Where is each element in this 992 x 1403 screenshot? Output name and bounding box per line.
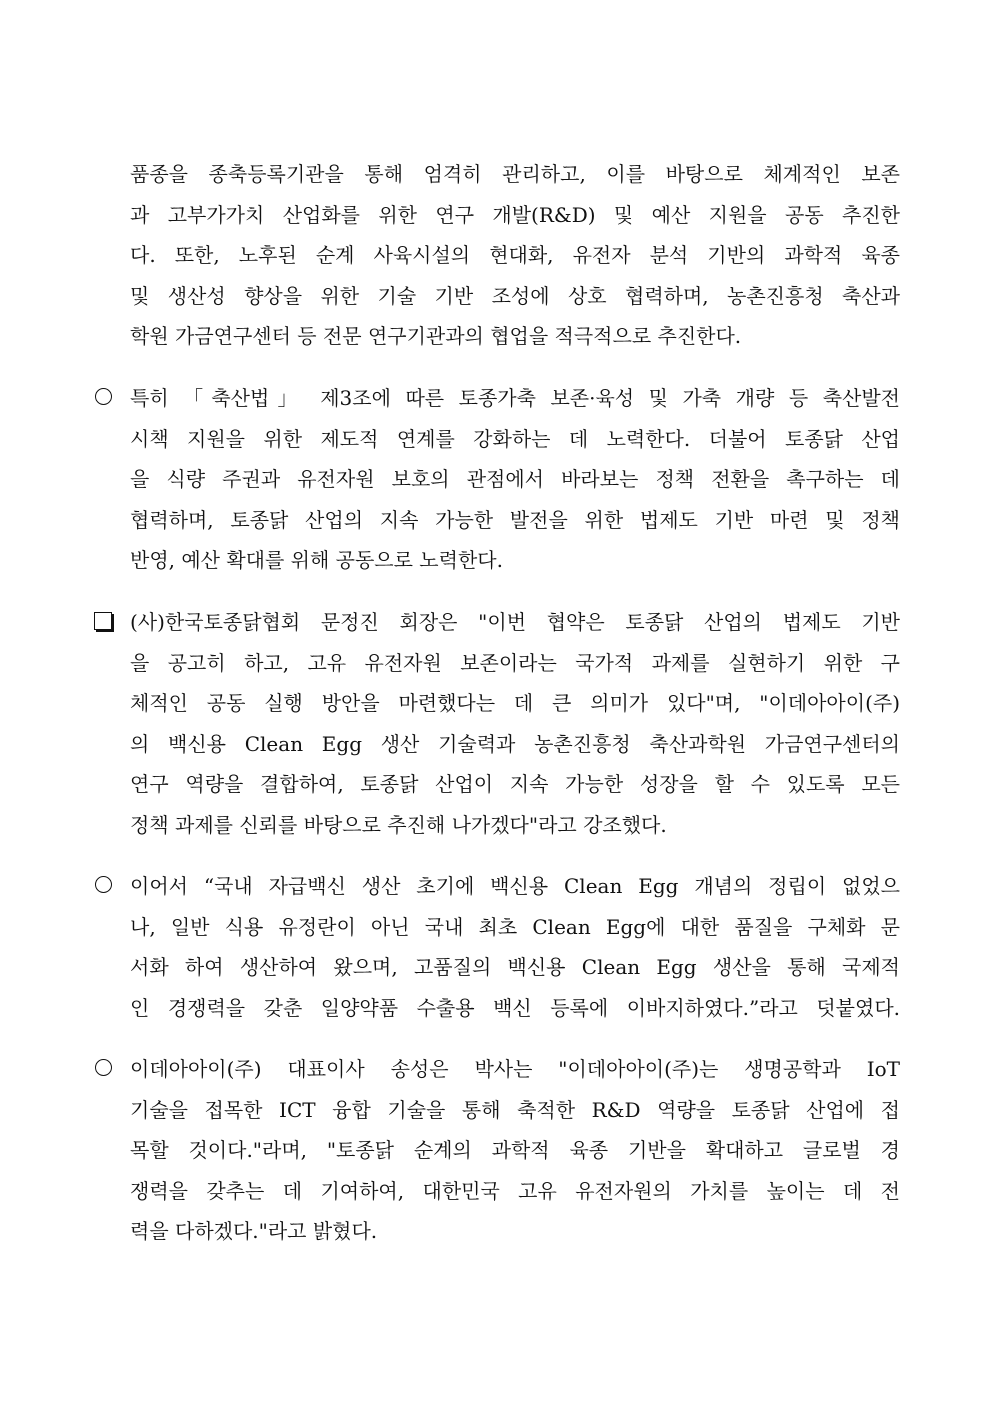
circle-bullet-icon bbox=[90, 1049, 130, 1089]
text-line: 쟁력을 갖추는 데 기여하여, 대한민국 고유 유전자원의 가치를 높이는 데 전 bbox=[130, 1178, 900, 1203]
text-line: 목할 것이다."라며, "토종닭 순계의 과학적 육종 기반을 확대하고 글로벌 경 bbox=[130, 1138, 900, 1163]
paragraph-lines bbox=[130, 378, 900, 581]
text-line: 나, 일반 식용 유정란이 아닌 국내 최초 Clean Egg에 대한 품질을 구체화 문 bbox=[130, 914, 900, 939]
paragraph-lines bbox=[130, 1049, 900, 1252]
text-line: 특히 「축산법」 제3조에 따른 토종가축 보존·육성 및 가축 개량 등 축산발전 bbox=[130, 386, 900, 410]
circle-bullet-icon bbox=[90, 866, 130, 906]
text-line: 체적인 공동 실행 방안을 마련했다는 데 큰 의미가 있다"며, "이데아아이(주) bbox=[130, 691, 900, 716]
text-line: 이데아아이(주) 대표이사 송성은 박사는 "이데아아이(주)는 생명공학과 IoT bbox=[130, 1057, 900, 1081]
text-line: 인 경쟁력을 갖춘 일양약품 수출용 백신 등록에 이바지하였다.”라고 덧붙였다. bbox=[130, 995, 900, 1020]
text-line: 기술을 접목한 ICT 융합 기술을 통해 축적한 R&D 역량을 토종닭 산업에 접 bbox=[130, 1097, 900, 1122]
text-line: 품종을 종축등록기관을 통해 엄격히 관리하고, 이를 바탕으로 체계적인 보존 bbox=[130, 162, 900, 186]
circle-bullet-icon bbox=[90, 378, 130, 418]
text-line: 학원 가금연구센터 등 전문 연구기관과의 협업을 적극적으로 추진한다. bbox=[130, 324, 742, 349]
text-line: 을 공고히 하고, 고유 유전자원 보존이라는 국가적 과제를 실현하기 위한 구 bbox=[130, 650, 900, 675]
text-line: (사)한국토종닭협회 문정진 회장은 "이번 협약은 토종닭 산업의 법제도 기반 bbox=[130, 610, 900, 634]
paragraph-lines bbox=[130, 602, 900, 846]
text-line: 다. 또한, 노후된 순계 사육시설의 현대화, 유전자 분석 기반의 과학적 육종 bbox=[130, 243, 900, 268]
text-line: 이어서 “국내 자급백신 생산 초기에 백신용 Clean Egg 개념의 정립이 없었으 bbox=[130, 874, 900, 898]
text-line: 협력하며, 토종닭 산업의 지속 가능한 발전을 위한 법제도 기반 마련 및 정책 bbox=[130, 507, 900, 532]
text-line: 정책 과제를 신뢰를 바탕으로 추진해 나가겠다"라고 강조했다. bbox=[130, 812, 667, 837]
square-bullet-icon bbox=[90, 602, 130, 642]
text-line: 을 식량 주권과 유전자원 보호의 관점에서 바라보는 정책 전환을 촉구하는 데 bbox=[130, 467, 900, 492]
text-line: 시책 지원을 위한 제도적 연계를 강화하는 데 노력한다. 더불어 토종닭 산업 bbox=[130, 426, 900, 451]
text-line: 의 백신용 Clean Egg 생산 기술력과 농촌진흥청 축산과학원 가금연구센터의 bbox=[130, 731, 900, 756]
paragraph-lines bbox=[130, 866, 900, 1028]
text-line: 연구 역량을 결합하여, 토종닭 산업이 지속 가능한 성장을 할 수 있도록 모든 bbox=[130, 772, 900, 797]
paragraph-lines bbox=[130, 154, 900, 357]
text-line: 반영, 예산 확대를 위해 공동으로 노력한다. bbox=[130, 548, 503, 573]
text-line: 력을 다하겠다."라고 밝혔다. bbox=[130, 1219, 378, 1244]
text-line: 및 생산성 향상을 위한 기술 기반 조성에 상호 협력하며, 농촌진흥청 축산과 bbox=[130, 283, 900, 308]
text-line: 서화 하여 생산하여 왔으며, 고품질의 백신용 Clean Egg 생산을 통해 국제적 bbox=[130, 955, 900, 980]
text-line: 과 고부가가치 산업화를 위한 연구 개발(R&D) 및 예산 지원을 공동 추진한 bbox=[130, 202, 900, 227]
